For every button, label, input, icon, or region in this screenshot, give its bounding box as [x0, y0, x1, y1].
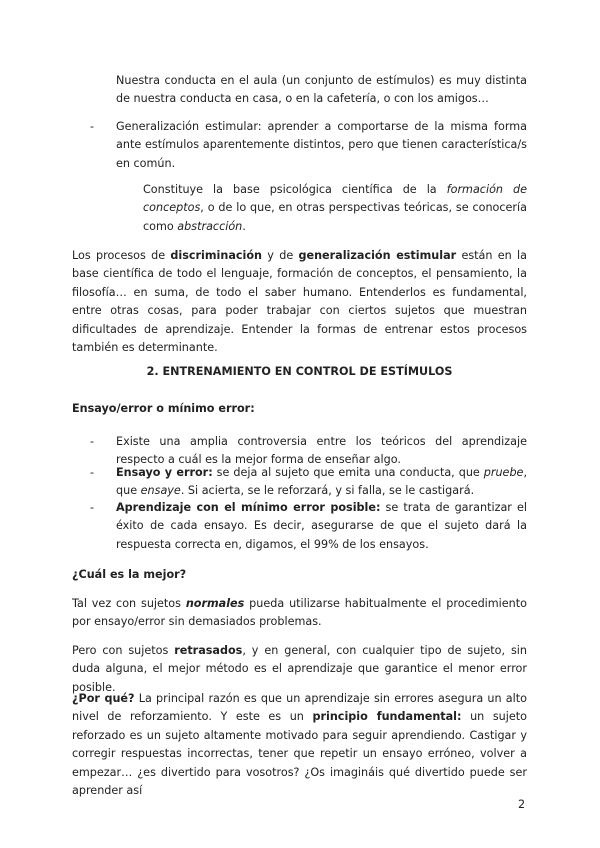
paragraph-procesos: Los procesos de discriminación y de generalización estimular están en la base científica de todo el lenguaje, formación de conceptos, el pensamiento, la filosofía… en suma, de todo el saber humano. Entenderlos es fundamental, entre otras cosas, para poder trabajar con ciertos sujetos que muestran dificultades de aprendizaje. Entender la formas de entrenar estos procesos también es determinante.	[72, 249, 528, 355]
paragraph-por-que: ¿Por qué? La principal razón es que un aprendizaje sin errores asegura un alto nivel de reforzamiento. Y este es un principio fundamental: un sujeto reforzado es un sujeto altamente motivado para seguir aprendiendo. Castigar y corregir respuestas incorrectas, tener que repetir un ensayo erróneo, volver a empezar… ¿es divertido para vosotros? ¿Os imagináis qué divertido puede ser aprender así	[72, 692, 527, 798]
quote-formacion-conceptos: Constituye la base psicológica científica de la formación de conceptos, o de lo que, en otras perspectivas teóricas, se conocería como abstracción.	[143, 183, 527, 233]
bullet-minimo-error: Aprendizaje con el mínimo error posible: se trata de garantizar el éxito de cada ensayo. Es decir, asegurarse de que el sujeto dará la respuesta correcta en, digamos, el 99% de los ensayos.	[116, 501, 527, 551]
bullet-dash: -	[90, 501, 95, 514]
subheading-ensayo-error: Ensayo/error o mínimo error:	[72, 402, 255, 415]
bullet-ensayo-y-error: Ensayo y error: se deja al sujeto que emita una conducta, que pruebe, que ensaye. Si acierta, se le reforzará, y si falla, se le castigará.	[116, 466, 527, 498]
bullet-dash: -	[90, 466, 95, 479]
paragraph-pero: Pero con sujetos retrasados, y en general, con cualquier tipo de sujeto, sin duda alguna, el mejor método es el aprendizaje que garantice el menor error posible.	[72, 644, 527, 694]
question-heading: ¿Cuál es la mejor?	[72, 568, 187, 581]
bullet-generalizacion: Generalización estimular: aprender a comportarse de la misma forma ante estímulos aparentemente distintos, pero que tienen característica/s en común.	[116, 120, 527, 170]
bullet-controversia: Existe una amplia controversia entre los teóricos del aprendizaje respecto a cuál es la mejor forma de enseñar algo.	[116, 435, 527, 467]
bullet-dash: -	[90, 120, 95, 133]
page-number: 2	[518, 798, 526, 811]
paragraph-conducta: Nuestra conducta en el aula (un conjunto de estímulos) es muy distinta de nuestra conducta en casa, o en la cafetería, o con los amigos…	[116, 74, 527, 106]
paragraph-tal-vez: Tal vez con sujetos normales pueda utilizarse habitualmente el procedimiento por ensayo/error sin demasiados problemas.	[72, 597, 527, 629]
section-heading: 2. ENTRENAMIENTO EN CONTROL DE ESTÍMULOS	[146, 365, 453, 378]
bullet-dash: -	[90, 435, 95, 448]
